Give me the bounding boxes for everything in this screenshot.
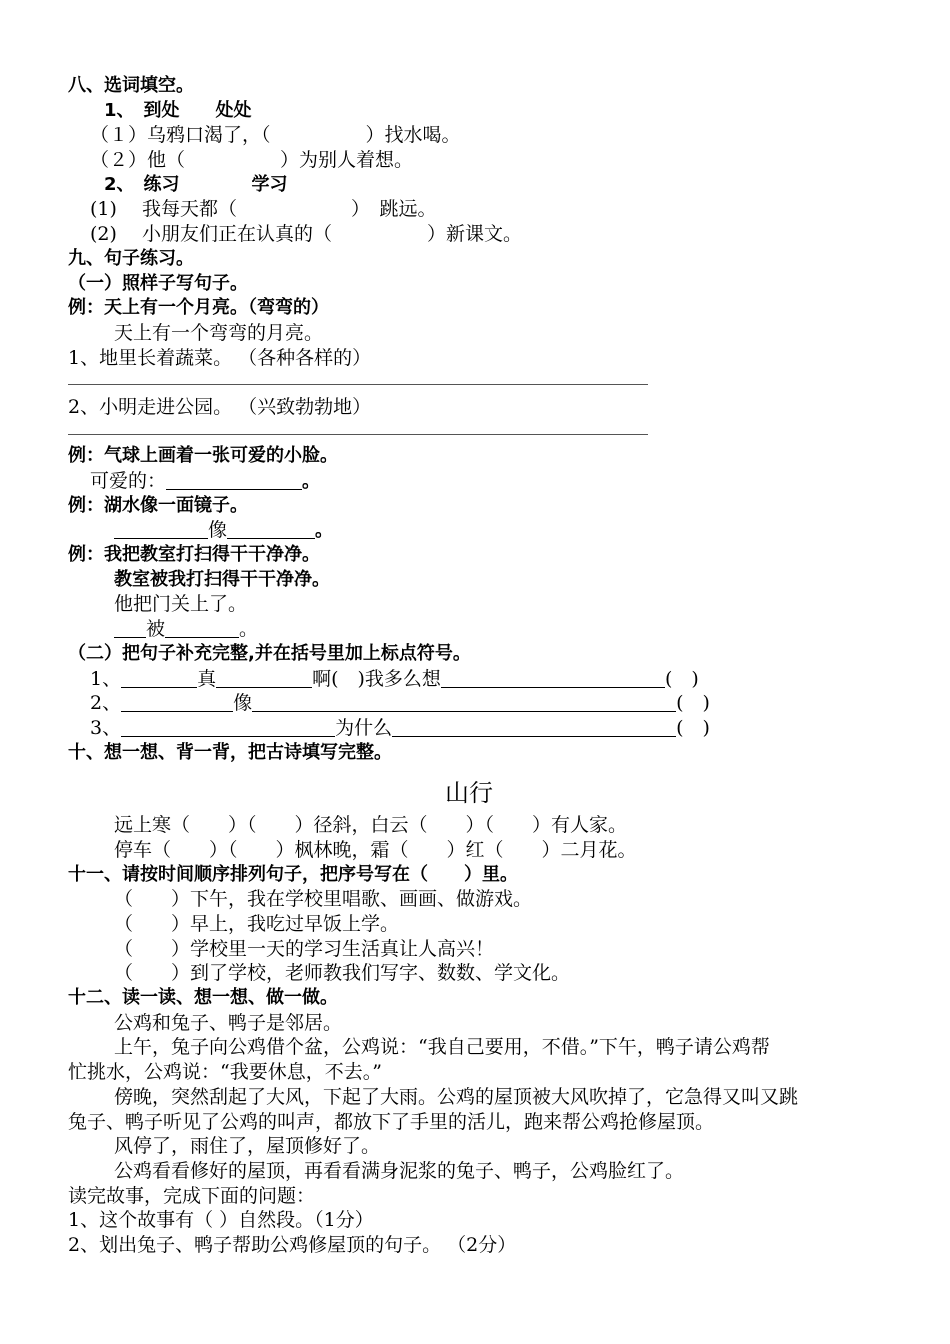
example-4-end: 。 bbox=[239, 618, 259, 641]
order-item-2: （ ）早上，我吃过早饭上学。 bbox=[114, 913, 400, 935]
poem-title: 山行 bbox=[445, 779, 493, 808]
story-para-3a: 傍晚，突然刮起了大风，下起了大雨。公鸡的屋顶被大风吹掉了，它急得又叫又跳 bbox=[114, 1085, 799, 1108]
complete-3-blank-b[interactable] bbox=[392, 718, 676, 737]
order-item-1: （ ）下午，我在学校里唱歌、画画、做游戏。 bbox=[114, 888, 533, 911]
answer-line-1[interactable] bbox=[68, 370, 898, 395]
story-para-1: 公鸡和兔子、鸭子是邻居。 bbox=[114, 1011, 343, 1034]
poem-line-2: 停车（ ）（ ）枫林晚，霜（ ）红（ ）二月花。 bbox=[114, 838, 637, 861]
complete-1-word-b: 啊( )我多么想 bbox=[312, 667, 441, 690]
reading-prompt: 读完故事，完成下面的问题： bbox=[68, 1184, 316, 1207]
answer-line-2[interactable] bbox=[68, 420, 898, 445]
example-4-task bbox=[68, 617, 898, 642]
blank-3a[interactable] bbox=[114, 520, 208, 539]
example-2-end: 。 bbox=[302, 471, 321, 492]
poem-line-1: 远上寒（ ）（ ）径斜，白云（ ）（ ）有人家。 bbox=[114, 814, 628, 837]
complete-3-punct[interactable]: ( ) bbox=[676, 716, 710, 739]
example-4-question: 他把门关上了。 bbox=[114, 593, 248, 616]
example-4-answer: 教室被我打扫得干干净净。 bbox=[114, 568, 330, 590]
complete-1-num: 1、 bbox=[90, 667, 122, 690]
complete-2-blank-a[interactable] bbox=[121, 693, 233, 712]
reading-question-1: 1、这个故事有（ ）自然段。（1分） bbox=[68, 1209, 374, 1232]
section-9-title: 九、句子练习。 bbox=[68, 247, 194, 269]
complete-2-blank-b[interactable] bbox=[252, 693, 676, 712]
fill-item-2-2: (2) 小朋友们正在认真的（ ）新课文。 bbox=[90, 223, 522, 246]
example-2: 例：气球上画着一张可爱的小脸。 bbox=[68, 445, 338, 467]
complete-3-word-a: 为什么 bbox=[335, 716, 393, 739]
blank-2[interactable] bbox=[166, 471, 302, 490]
example-2-task bbox=[68, 469, 898, 494]
question-1: 1、地里长着蔬菜。 （各种各样的） bbox=[68, 346, 372, 369]
subsection-1-title: （一）照样子写句子。 bbox=[68, 272, 248, 294]
complete-1-word-a: 真 bbox=[197, 667, 217, 690]
example-4-mid: 被 bbox=[146, 618, 166, 641]
story-para-5: 公鸡看看修好的屋顶，再看看满身泥浆的兔子、鸭子，公鸡脸红了。 bbox=[114, 1159, 685, 1182]
fill-item-1-1: （１）乌鸦口渴了，（ ）找水喝。 bbox=[90, 124, 461, 147]
section-11-title: 十一、请按时间顺序排列句子，把序号写在（ ）里。 bbox=[68, 863, 518, 885]
example-3-task bbox=[68, 518, 898, 543]
example-2-prefix: 可爱的： bbox=[90, 470, 167, 492]
complete-2-num: 2、 bbox=[90, 692, 122, 715]
story-para-4: 风停了，雨住了，屋顶修好了。 bbox=[114, 1135, 381, 1158]
order-item-4: （ ）到了学校，老师教我们写字、数数、学文化。 bbox=[114, 962, 571, 985]
fill-item-1-2: （２）他（ ）为别人着想。 bbox=[90, 149, 414, 172]
example-3: 例：湖水像一面镜子。 bbox=[68, 494, 248, 516]
section-10-title: 十、想一想、背一背，把古诗填写完整。 bbox=[68, 741, 392, 763]
blank-3b[interactable] bbox=[227, 520, 315, 539]
complete-2-word-a: 像 bbox=[233, 692, 253, 715]
complete-3-blank-a[interactable] bbox=[121, 718, 335, 737]
worksheet-page bbox=[68, 74, 898, 1258]
blank-4a[interactable] bbox=[114, 619, 146, 638]
complete-1-blank-a[interactable] bbox=[121, 669, 197, 688]
complete-2-punct[interactable]: ( ) bbox=[676, 692, 710, 715]
reading-question-2: 2、划出兔子、鸭子帮助公鸡修屋顶的句子。 （2分） bbox=[68, 1233, 517, 1256]
group-2-words: 2、 练习 学习 bbox=[104, 173, 288, 195]
complete-3 bbox=[68, 716, 898, 741]
story-para-2a: 上午，兔子向公鸡借个盆，公鸡说：“我自己要用，不借。”下午，鸭子请公鸡帮 bbox=[114, 1036, 770, 1059]
complete-1-punct[interactable]: ( ) bbox=[664, 667, 699, 690]
fill-item-2-1: (1) 我每天都（ ） 跳远。 bbox=[90, 198, 437, 221]
order-item-3: （ ）学校里一天的学习生活真让人高兴！ bbox=[114, 937, 495, 960]
example-3-mid: 像 bbox=[208, 519, 228, 542]
example-1: 例：天上有一个月亮。（弯弯的） bbox=[68, 297, 329, 319]
example-4: 例：我把教室打扫得干干净净。 bbox=[68, 544, 320, 566]
group-1-words: 1、 到处 处处 bbox=[104, 99, 252, 121]
complete-3-num: 3、 bbox=[90, 716, 122, 739]
story-para-3b: 兔子、鸭子听见了公鸡的叫声，都放下了手里的活儿，跑来帮公鸡抢修屋顶。 bbox=[68, 1110, 715, 1133]
section-8-title: 八、选词填空。 bbox=[68, 75, 194, 96]
blank-4b[interactable] bbox=[165, 619, 239, 638]
story-para-2b: 忙挑水，公鸡说：“我要休息，不去。” bbox=[68, 1061, 382, 1084]
section-12-title: 十二、读一读、想一想、做一做。 bbox=[68, 987, 338, 1009]
question-2: 2、小明走进公园。 （兴致勃勃地） bbox=[68, 395, 372, 418]
complete-1-blank-c[interactable] bbox=[441, 669, 665, 688]
complete-2 bbox=[68, 691, 898, 716]
complete-1-blank-b[interactable] bbox=[216, 669, 312, 688]
example-3-end: 。 bbox=[315, 520, 334, 542]
complete-1 bbox=[68, 667, 898, 692]
example-1-answer: 天上有一个弯弯的月亮。 bbox=[114, 321, 324, 344]
subsection-2-title: （二）把句子补充完整,并在括号里加上标点符号。 bbox=[68, 642, 471, 664]
